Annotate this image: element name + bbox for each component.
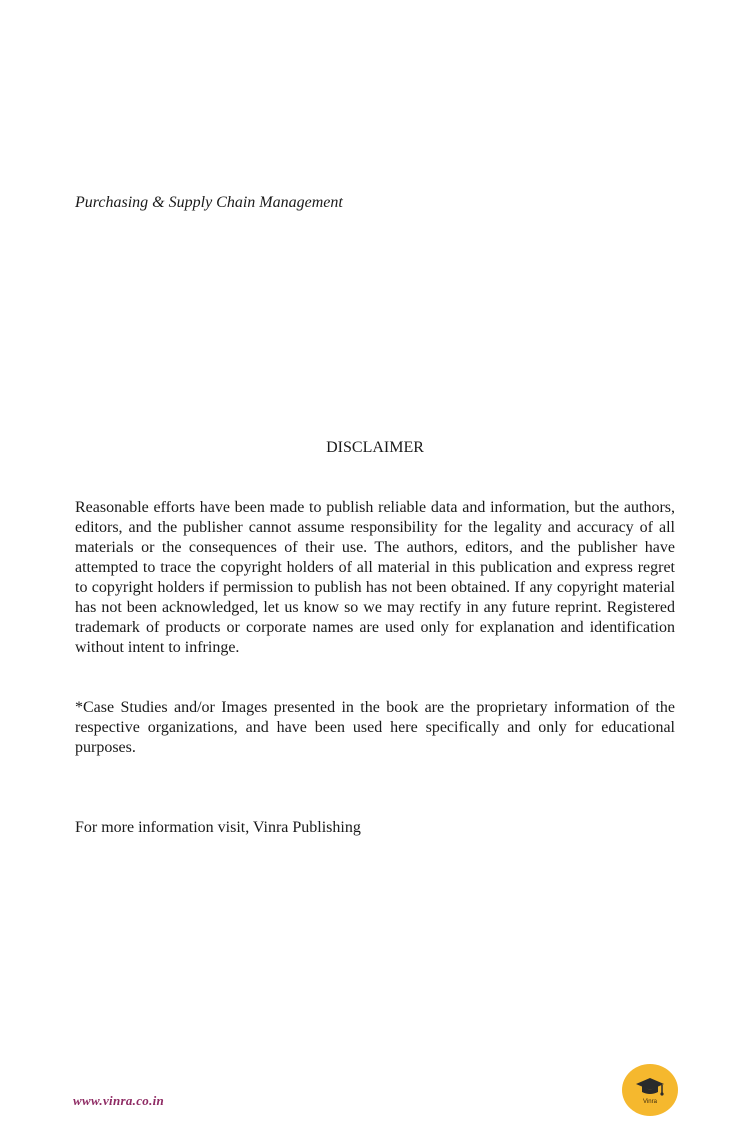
publisher-logo: [622, 1064, 678, 1116]
disclaimer-heading: DISCLAIMER: [326, 439, 424, 456]
logo-text: Vinra: [643, 1098, 657, 1105]
disclaimer-paragraph: Reasonable efforts have been made to publish reliable data and information, but the authors, editors, and the publisher cannot assume responsibility for the legality and accuracy of all materials or the consequences of their use. The authors, editors, and the publisher have attempted to trace the copyright holders of all material in this publication and express regret to copyright holders if permission to publish has not been obtained. If any copyright material has not been acknowledged, let us know so we may rectify in any future reprint. Registered trademark of products or corporate names are used only for explanation and identification without intent to infringe.: [75, 499, 675, 656]
more-info-line: For more information visit, Vinra Publishing: [75, 819, 361, 836]
running-title: Purchasing & Supply Chain Management: [75, 194, 343, 211]
case-studies-note: *Case Studies and/or Images presented in the book are the proprietary information of the respective organizations, and have been used here specifically and only for educational purposes.: [75, 699, 675, 756]
footer-website-link[interactable]: www.vinra.co.in: [73, 1093, 165, 1108]
graduation-cap-icon: [635, 1076, 665, 1098]
